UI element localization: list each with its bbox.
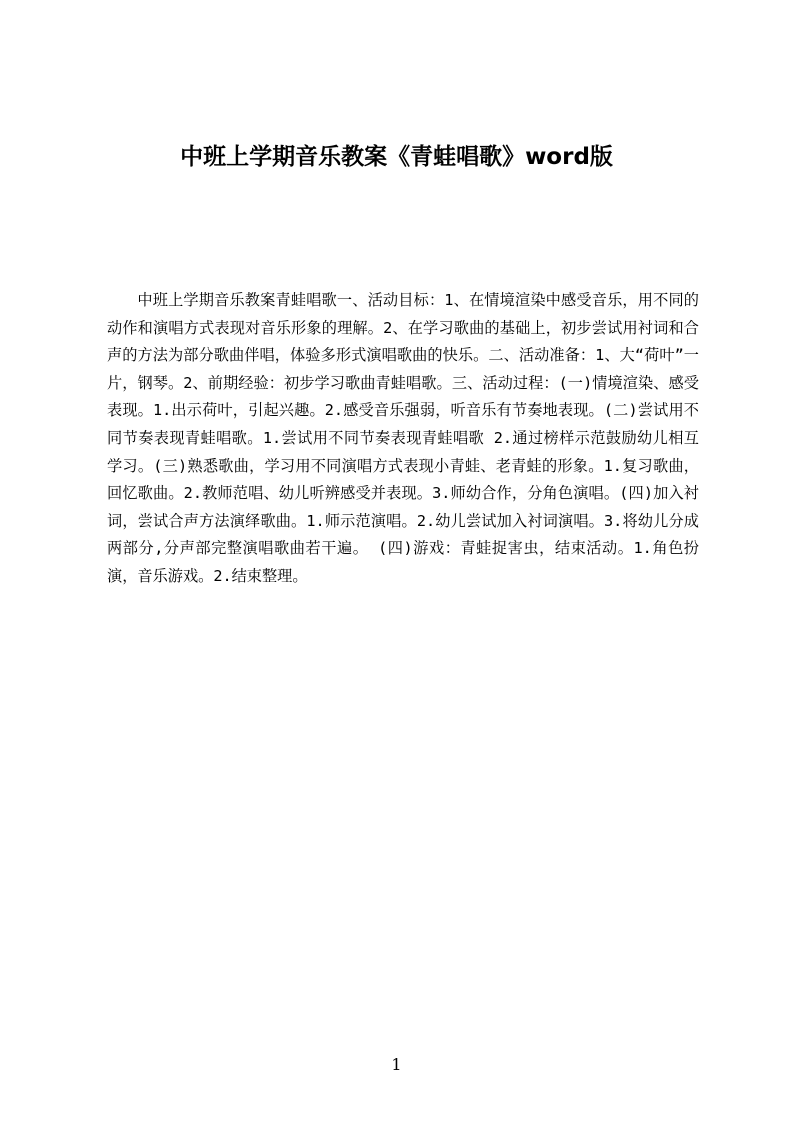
document-title: 中班上学期音乐教案《青蛙唱歌》word版	[180, 144, 613, 170]
page-number: 1	[391, 1055, 402, 1074]
body-paragraph: 中班上学期音乐教案青蛙唱歌一、活动目标：1、在情境渲染中感受音乐，用不同的动作和演唱方式表现对音乐形象的理解。2、在学习歌曲的基础上，初步尝试用衬词和合声的方法为部分歌曲伴唱，体验多形式演唱歌曲的快乐。二、活动准备：1、大“荷叶”一片，钢琴。2、前期经验：初步学习歌曲青蛙唱歌。三、活动过程：(一)情境渲染、感受表现。1.出示荷叶，引起兴趣。2.感受音乐强弱，听音乐有节奏地表现。(二)尝试用不同节奏表现青蛙唱歌。1.尝试用不同节奏表现青蛙唱歌 2.通过榜样示范鼓励幼儿相互学习。(三)熟悉歌曲，学习用不同演唱方式表现小青蛙、老青蛙的形象。1.复习歌曲，回忆歌曲。2.教师范唱、幼儿听辨感受并表现。3.师幼合作，分角色演唱。(四)加入衬词，尝试合声方法演绎歌曲。1.师示范演唱。2.幼儿尝试加入衬词演唱。3.将幼儿分成两部分,分声部完整演唱歌曲若干遍。 (四)游戏：青蛙捉害虫，结束活动。1.角色扮演，音乐游戏。2.结束整理。	[107, 291, 699, 585]
